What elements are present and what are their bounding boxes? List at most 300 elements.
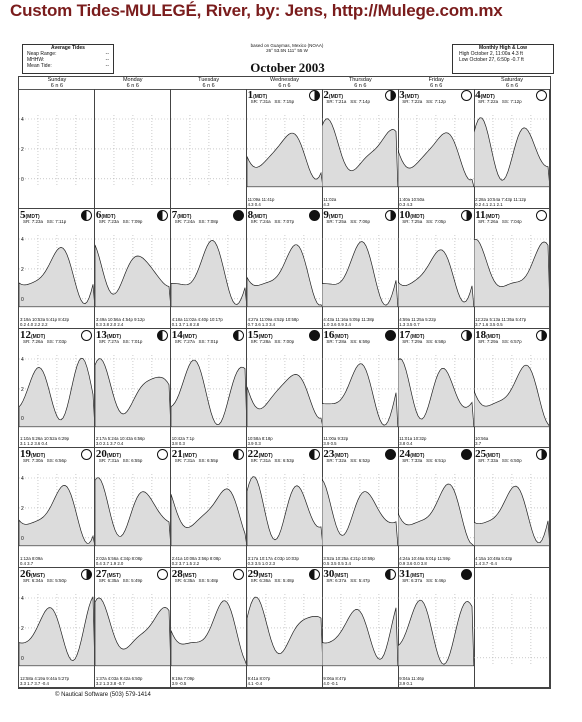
tide-curve [322, 363, 398, 426]
sunrise-text: SR: 7:26a [478, 218, 499, 224]
tide-times-line: 4:24a 10:46a 5:01p 11:59p [399, 556, 451, 562]
tide-graph [474, 329, 550, 449]
sunrise-sunset [99, 458, 143, 463]
tide-graph [171, 329, 247, 449]
tide-heights-line: 0.3 3.8 2.0 2.4 [95, 321, 124, 327]
y-axis-label: 2 [21, 506, 24, 513]
day-name: Tuesday [198, 77, 220, 83]
tide-heights-line: 3.7 [475, 441, 482, 447]
tide-curve [95, 598, 171, 666]
sunrise-sunset [251, 458, 295, 463]
sunrise-text: SR: 7:26a [23, 338, 44, 344]
tide-curve [322, 119, 398, 187]
day-cell [322, 448, 398, 568]
day-number-value: 5 [20, 208, 26, 221]
day-name: Saturday [501, 77, 524, 83]
sunset-text: SS: 7:00p [274, 338, 295, 344]
sunrise-sunset [326, 99, 370, 104]
tide-curve [474, 486, 550, 546]
sunset-text: SS: 7:07p [274, 218, 295, 224]
day-cell [171, 209, 247, 329]
moon-phase-icon [233, 210, 244, 221]
tide-graph [474, 448, 550, 568]
moon-phase-icon [309, 330, 320, 341]
time-zone: (MDT) [410, 453, 425, 460]
tide-times-line: 11:02a [323, 196, 337, 202]
tide-heights-line: 0.1 3.7 1.8 2.8 [171, 321, 200, 327]
sunset-text: SS: 5:48p [198, 578, 219, 584]
sunrise-sunset [99, 578, 143, 583]
based-on-text: based on Guaymas, Mexico (NOAA) [250, 43, 324, 48]
day-number-value: 28 [171, 568, 183, 581]
tide-graph [398, 568, 474, 688]
monthly-high-low-heading: Monthly High & Low [478, 45, 528, 51]
sunrise-sunset [251, 578, 295, 583]
time-zone: (MDT) [182, 453, 197, 460]
tide-times [475, 436, 548, 446]
time-zone: (MDT) [177, 213, 192, 220]
tide-heights-line: 0.9 3.6 0.0 3.8 [399, 561, 427, 567]
sunset-text: SS: 7:01p [122, 338, 143, 344]
day-cell [171, 448, 247, 568]
tide-calendar [18, 76, 551, 689]
day-name: Thursday [348, 77, 372, 83]
sunset-text: SS: 7:06p [350, 218, 370, 224]
hour-ticks: 6 n 6 [505, 83, 519, 89]
day-name: Friday [428, 77, 444, 83]
tide-times [172, 436, 245, 446]
moon-phase-icon [309, 210, 320, 221]
y-axis-label: 4 [21, 117, 24, 123]
day-cell [247, 209, 323, 329]
sunset-text: SS: 7:08p [198, 218, 219, 224]
sunset-text: SS: 7:11p [46, 218, 67, 224]
tide-heights-line: 0.5 3.5 0.5 3.4 [323, 561, 351, 567]
tide-curve [322, 241, 398, 306]
day-number-value: 21 [171, 448, 183, 461]
tide-times-line: 2:17a 5:24a 10:43a 6:56p [95, 436, 145, 442]
sunrise-text: SR: 7:32a [326, 458, 347, 464]
y-axis-label: 2 [21, 386, 24, 393]
day-cell [95, 568, 171, 688]
sunrise-sunset [99, 219, 143, 224]
tide-heights-line: 0.2 3.7 1.5 2.2 [171, 561, 200, 567]
time-zone: (MDT) [410, 213, 425, 220]
day-number-value: 17 [399, 328, 411, 341]
sunset-text: SS: 7:12p [426, 99, 446, 104]
tide-times [475, 317, 548, 327]
sunrise-text: SR: 7:25a [326, 218, 347, 224]
tide-times-line: 4:59a 11:25a 5:22p [399, 316, 436, 322]
time-zone: (MDT) [486, 453, 501, 460]
tide-times [20, 556, 93, 566]
neap-range-value: -- [105, 51, 109, 57]
tide-times [20, 676, 93, 686]
y-axis-label: 0 [21, 536, 24, 543]
tide-times-line: 4:18a 11:02a 4:40p 10:17p [171, 316, 223, 322]
tide-curve [95, 245, 171, 307]
tide-graph [474, 568, 550, 688]
tide-curve [398, 250, 474, 307]
sunset-text: SS: 5:49p [122, 578, 143, 584]
sunrise-sunset [326, 458, 370, 463]
tide-graph [474, 209, 550, 329]
tide-graph [95, 89, 171, 209]
tide-graph [19, 568, 95, 688]
tide-heights-line: 0.3 4.3 [399, 201, 413, 207]
tide-graph [322, 89, 398, 209]
tide-graph [19, 448, 95, 568]
tide-curve [95, 478, 171, 546]
mhhw-value: -- [105, 57, 109, 63]
tide-times-line: 1:12a 8:09a [20, 556, 43, 562]
tide-graph [398, 89, 474, 209]
tide-times-line: 12:58a 4:19a 9:44a 5:27p [20, 675, 69, 681]
tide-heights-line: 3.9 0.3 [247, 441, 261, 447]
sunset-text: SS: 7:14p [350, 99, 370, 104]
day-cell [19, 448, 95, 568]
tide-graph [247, 568, 323, 688]
tide-heights-line: 4.0 -0.1 [323, 680, 338, 686]
tide-heights-line: 3.2 1.3 3.8 -0.7 [95, 680, 125, 686]
day-cell [322, 568, 398, 688]
day-cell [322, 89, 398, 209]
day-cell [171, 329, 247, 449]
tide-times [172, 556, 245, 566]
sunrise-sunset [175, 219, 219, 224]
sunset-text: SS: 7:09p [122, 218, 143, 224]
y-axis-label: 2 [21, 266, 24, 273]
moon-phase-icon [461, 90, 472, 101]
sunset-text: SS: 7:04p [501, 218, 522, 224]
hour-ticks: 6 n 6 [278, 83, 291, 89]
sunrise-sunset [402, 339, 446, 344]
sunrise-sunset [326, 219, 370, 224]
sunset-text: SS: 6:56p [46, 458, 67, 464]
tide-heights-line: 3.1 1.2 3.6 0.4 [20, 441, 48, 447]
neap-range-label: Neap Range: [27, 51, 57, 57]
sunrise-sunset [175, 458, 219, 463]
tide-times-line: 3:49a 10:56a 4:54p 9:12p [95, 316, 145, 322]
tide-curve [171, 489, 247, 546]
day-cell [19, 329, 95, 449]
time-zone: (MDT) [101, 213, 116, 220]
tide-heights-line: 4.1 -0.4 [247, 680, 263, 686]
day-number-value: 18 [475, 328, 487, 341]
day-cell [474, 568, 550, 688]
day-name: Monday [122, 77, 143, 83]
day-number-value: 11 [475, 208, 486, 221]
tide-times-line: 1:40a 10:50a [399, 196, 425, 202]
tide-graph [95, 329, 171, 449]
tide-heights-line: 0.7 3.6 1.3 3.4 [247, 321, 276, 327]
tide-times [399, 436, 472, 446]
moon-phase-icon [536, 210, 547, 221]
tide-curve [19, 486, 95, 546]
tide-curve [19, 597, 95, 666]
tide-times [96, 676, 169, 686]
time-zone: (MST) [182, 573, 197, 580]
tide-curve [474, 118, 550, 187]
tide-graph [247, 89, 323, 209]
sunset-text: SS: 6:58p [426, 338, 446, 344]
tide-times [323, 197, 396, 207]
tide-times-line: 4:27a 11:09a 4:52p 10:58p [247, 316, 299, 322]
time-zone: (MDT) [31, 333, 46, 340]
sunrise-sunset [23, 458, 67, 463]
y-axis-label: 0 [21, 296, 24, 303]
tide-curve [247, 374, 323, 426]
moon-phase-icon [461, 210, 472, 221]
tide-times [475, 197, 548, 207]
sunset-text: SS: 6:59p [350, 338, 370, 344]
sunrise-text: SR: 7:33a [402, 458, 423, 464]
time-zone: (MST) [258, 573, 273, 580]
time-zone: (MDT) [480, 94, 495, 100]
sunrise-text: SR: 7:29a [478, 338, 499, 344]
sunrise-sunset [99, 339, 143, 344]
day-cell [247, 448, 323, 568]
tide-graph [398, 448, 474, 568]
y-axis-label: 0 [21, 176, 24, 183]
average-tides-heading: Average Tides [51, 45, 85, 51]
day-cell [474, 448, 550, 568]
tide-heights-line: 3.9 0.1 [399, 680, 413, 686]
tide-graph [474, 89, 550, 209]
day-cell [474, 209, 550, 329]
sunrise-text: SR: 7:27a [98, 338, 119, 344]
day-number-value: 6 [95, 208, 102, 221]
tide-heights-line: 3.3 1.7 3.7 -0.4 [20, 680, 49, 686]
sunset-text: SS: 7:03p [46, 338, 67, 344]
day-number-value: 24 [399, 448, 411, 461]
time-zone: (MDT) [182, 333, 197, 340]
day-number-value: 9 [323, 208, 329, 221]
tide-times [399, 197, 472, 207]
time-zone: (MDT) [485, 213, 500, 220]
time-zone: (MDT) [253, 213, 268, 220]
tide-curve [398, 484, 474, 546]
tide-times [96, 436, 169, 446]
tide-times [323, 317, 396, 327]
day-cell [474, 329, 550, 449]
tide-graph [247, 448, 323, 568]
sunrise-sunset [251, 339, 295, 344]
tide-heights-line: 3.8 0.4 [399, 441, 413, 447]
day-cell [95, 329, 171, 449]
tide-times-line: 2:41a 10:08a 3:56p 8:08p [171, 556, 221, 562]
day-number-value: 2 [323, 89, 329, 101]
sunset-text: SS: 5:46p [426, 578, 446, 584]
y-axis-label: 2 [21, 626, 24, 633]
time-zone: (MST) [31, 573, 45, 580]
moon-phase-icon [309, 90, 320, 101]
sunrise-sunset [402, 578, 446, 583]
mhhw-label: MHHW: [27, 57, 45, 63]
tide-heights-line: 0.3 3.5 1.0 2.3 [247, 561, 276, 567]
sunrise-text: SR: 7:29a [402, 338, 423, 344]
tide-times [248, 436, 321, 446]
day-number-value: 31 [399, 568, 411, 581]
day-number-value: 4 [475, 89, 481, 101]
day-cell [247, 89, 323, 209]
tide-heights-line: 1.3 3.5 0.7 [399, 321, 420, 327]
tide-curve [398, 358, 474, 426]
monthly-high-text: High October 2, 11:00a 4.3 ft [459, 51, 523, 57]
copyright-footer: © Nautical Software (503) 579-1414 [55, 692, 151, 698]
sunrise-sunset [402, 219, 446, 224]
sunrise-text: SR: 7:30a [23, 458, 44, 464]
day-number-value: 23 [323, 448, 335, 461]
day-number-value: 12 [20, 328, 31, 341]
tide-curve [247, 597, 323, 666]
tide-heights-line: 0.4 3.7 [20, 561, 34, 567]
day-cell [322, 209, 398, 329]
moon-phase-icon [461, 449, 472, 460]
tide-times-line: 3:17a 10:17a 4:03p 10:03p [247, 556, 299, 562]
sunrise-text: SR: 7:21a [326, 99, 347, 104]
moon-phase-icon [461, 330, 472, 341]
tide-times [248, 197, 321, 207]
day-number-value: 7 [171, 208, 178, 221]
day-name: Sunday [47, 77, 67, 83]
moon-phase-icon [385, 569, 396, 580]
tide-times-line: 12:22a 5:13a 11:35a 5:47p [475, 316, 527, 322]
sunrise-sunset [402, 99, 446, 104]
sunrise-sunset [175, 578, 219, 583]
sunrise-text: SR: 7:25a [402, 218, 423, 224]
sunset-text: SS: 6:52p [350, 458, 370, 464]
sunrise-sunset [326, 339, 370, 344]
tide-graph [19, 209, 95, 329]
y-axis-label: 2 [21, 146, 24, 153]
sunset-text: SS: 5:48p [274, 578, 295, 584]
tide-graph [322, 209, 398, 329]
day-cell [171, 89, 247, 209]
moon-phase-icon [81, 330, 92, 341]
time-zone: (MDT) [106, 453, 122, 460]
tide-heights-line: 4.3 [323, 201, 330, 207]
tide-times-line: 1:37a 4:03a 9:42a 6:50p [95, 675, 143, 681]
tide-curve [95, 358, 171, 426]
sunset-text: SS: 6:53p [274, 458, 295, 464]
sunrise-sunset [478, 458, 522, 463]
sunrise-text: SR: 7:23a [23, 218, 44, 224]
sunrise-text: SR: 6:37a [402, 578, 423, 584]
tide-times-line: 4:43a 11:16a 5:05p 11:38p [323, 316, 375, 322]
day-cell [398, 568, 474, 688]
sunset-text: SS: 6:55p [122, 458, 143, 464]
tide-curve [474, 365, 550, 427]
sunset-text: SS: 7:15p [274, 99, 295, 104]
time-zone: (MDT) [334, 453, 349, 460]
day-number-value: 27 [95, 568, 107, 581]
day-number-value: 26 [20, 568, 31, 581]
tide-graph [19, 329, 95, 449]
tide-curve [171, 240, 247, 306]
tide-times-line: 9:19a 7:09p [171, 675, 195, 681]
sunset-text: SS: 5:47p [350, 578, 370, 584]
tide-heights-line: 3.8 0.3 [171, 441, 185, 447]
tide-heights-line: 0.2 4.0 2.2 2.2 [20, 321, 48, 327]
tide-times [399, 317, 472, 327]
hour-ticks: 6 n 6 [126, 83, 139, 89]
tide-curve [247, 133, 323, 187]
day-cell [398, 209, 474, 329]
tide-times-line: 4:15a 10:48a 5:43p [475, 556, 513, 562]
tide-graph [171, 89, 247, 209]
hour-ticks: 6 n 6 [430, 83, 443, 89]
day-cell [398, 448, 474, 568]
sunrise-text: SR: 7:31a [250, 458, 271, 464]
tide-graph [171, 209, 247, 329]
y-axis-label: 4 [21, 476, 24, 483]
y-axis-label: 4 [21, 596, 24, 603]
tide-times [475, 556, 548, 566]
mean-tide-value: -- [105, 63, 109, 69]
time-zone: (MDT) [31, 453, 46, 460]
sunrise-text: SR: 7:31a [98, 458, 119, 464]
sunrise-sunset [23, 578, 67, 583]
tide-times-line: 11:09a 11:41p [247, 196, 275, 202]
tide-times [96, 317, 169, 327]
sunrise-text: SR: 7:22a [478, 99, 499, 104]
tide-times-line: 9:06a 8:47p [323, 675, 347, 681]
day-cell [474, 89, 550, 209]
sunrise-sunset [175, 339, 219, 344]
time-zone: (MDT) [25, 213, 40, 220]
day-cell [398, 89, 474, 209]
sunrise-sunset [251, 99, 295, 104]
sunrise-text: SR: 7:24a [250, 218, 271, 224]
tide-curve [247, 245, 323, 307]
tide-times [172, 676, 245, 686]
moon-phase-icon [461, 569, 472, 580]
day-cell [95, 448, 171, 568]
tide-times [399, 556, 472, 566]
tide-graph [95, 568, 171, 688]
day-cell [171, 568, 247, 688]
tide-graph [95, 209, 171, 329]
time-zone: (MDT) [258, 333, 273, 340]
tide-times-line: 9:41a 8:07p [247, 675, 271, 681]
time-zone: (MST) [410, 573, 425, 580]
tide-curve [474, 239, 550, 307]
moon-phase-icon [157, 210, 168, 221]
tide-times [399, 676, 472, 686]
moon-phase-icon [385, 90, 396, 101]
hour-ticks: 6 n 6 [50, 83, 64, 89]
day-number-value: 22 [247, 448, 259, 461]
sunrise-text: SR: 7:28a [326, 338, 347, 344]
day-cell [19, 568, 95, 688]
day-cell [322, 329, 398, 449]
day-cell [398, 329, 474, 449]
monthly-low-text: Low October 27, 6:50p -0.7 ft [459, 57, 524, 63]
day-name: Wednesday [270, 77, 299, 83]
tide-graph [322, 568, 398, 688]
month-title: October 2003 [250, 60, 325, 75]
time-zone: (MDT) [328, 94, 344, 100]
sunrise-text: SR: 7:23a [98, 218, 119, 224]
time-zone: (MDT) [486, 333, 501, 340]
tide-graph [247, 329, 323, 449]
day-number-value: 25 [475, 448, 487, 461]
tide-heights-line: 3.9 -0.5 [171, 680, 187, 686]
sunrise-text: SR: 7:33a [478, 458, 499, 464]
sunrise-text: SR: 7:27a [174, 338, 195, 344]
sunrise-text: SR: 7:28a [250, 338, 271, 344]
